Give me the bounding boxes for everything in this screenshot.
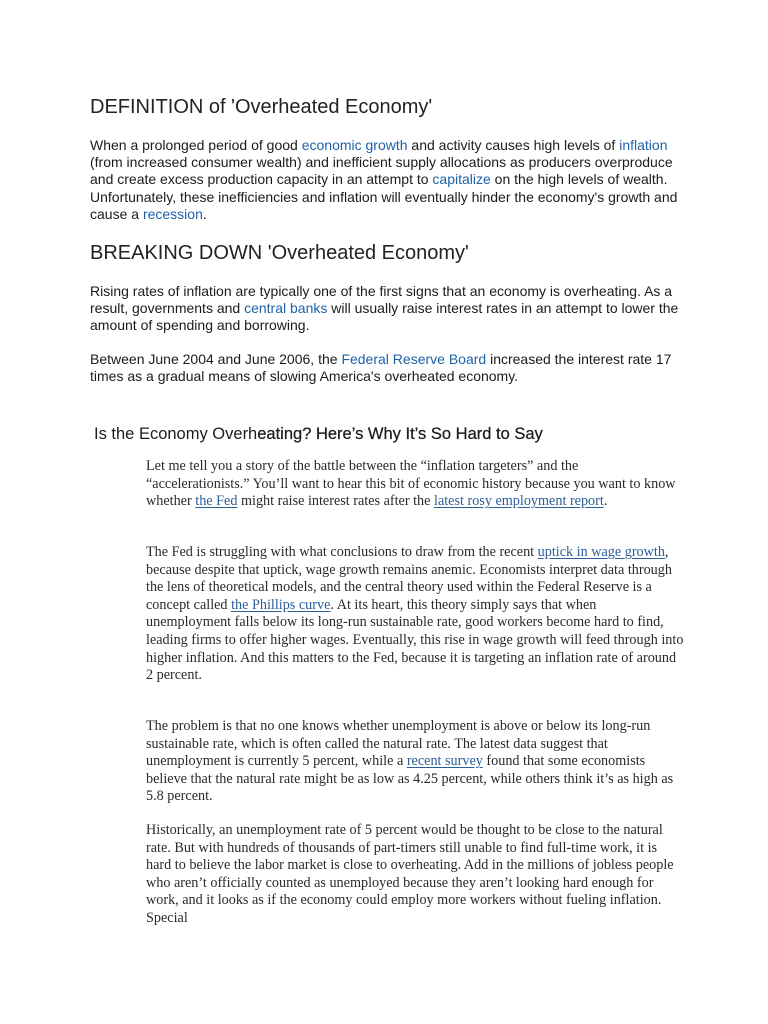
link-recession[interactable]: recession	[142, 205, 203, 222]
link-latest-rosy-employment-report[interactable]: latest rosy employment report	[434, 493, 604, 510]
text-run: (from increased consumer wealth) and inefficient supply allocations as producers overproduce and create excess production capacity in an attempt to	[90, 154, 673, 188]
article-paragraph-3	[146, 718, 684, 806]
text-run: found that some economists believe that the natural rate might be as low as 4.25 percent, while others think it’s as high as 5.8 percent.	[146, 753, 674, 805]
breaking-down-heading: BREAKING DOWN 'Overheated Economy'	[90, 242, 469, 264]
link-economic-growth[interactable]: economic growth	[301, 137, 408, 153]
link-the-phillips-curve[interactable]: the Phillips curve	[231, 596, 331, 613]
text-run: Rising rates of inflation are typically one of the first signs that an economy is overheating. As a result, governments and	[90, 283, 673, 317]
link-recent-survey[interactable]: recent survey	[406, 753, 483, 770]
text-run: . At its heart, this theory simply says that when unemployment falls below its long-run sustainable rate, good workers become hard to find, leading firms to offer higher wages. Eventually, this rise in wage growth will feed through into higher inflation. And this matters to the Fed, because it is targeting an inflation rate of around 2 percent.	[146, 596, 684, 684]
text-run: Let me tell you a story of the battle between the “inflation targeters” and the “accelerationists.” You’ll want to hear this bit of economic history because you want to know whether	[146, 458, 676, 510]
link-capitalize[interactable]: capitalize	[432, 171, 491, 188]
breaking-down-paragraph-2	[90, 351, 690, 385]
article-paragraph-1	[146, 458, 684, 511]
link-uptick-in-wage-growth[interactable]: uptick in wage growth	[537, 544, 665, 560]
link-federal-reserve-board[interactable]: Federal Reserve Board	[341, 351, 487, 367]
text-run: , because despite that uptick, wage growth remains anemic. Economists interpret data through the lens of theoretical models, and the central theory used within the Federal Reserve is a concept called	[146, 544, 672, 613]
definition-paragraph	[90, 137, 690, 223]
text-run: Between June 2004 and June 2006, the	[90, 351, 342, 367]
text-run: increased the interest rate 17 times as a gradual means of slowing America's overheated economy.	[90, 351, 672, 385]
text-run: The problem is that no one knows whether unemployment is above or below its long-run sustainable rate, which is often called the natural rate. The latest data suggest that unemployment is currently 5 percent, while a	[146, 718, 651, 770]
heading-part-bold: eating? Here’s Why It’s So Hard to Say	[257, 425, 543, 443]
article-paragraph-2	[146, 544, 684, 685]
link-central-banks[interactable]: central banks	[244, 300, 328, 317]
text-run: will usually raise interest rates in an attempt to lower the amount of spending and borrowing.	[90, 300, 679, 334]
text-run: .	[603, 493, 608, 510]
heading-part-light: Is the Economy Overh	[94, 425, 258, 443]
text-run: .	[202, 205, 207, 222]
text-run: might raise interest rates after the	[237, 493, 434, 510]
breaking-down-paragraph-1	[90, 283, 690, 335]
text-run: When a prolonged period of good	[90, 137, 302, 153]
text-run: on the high levels of wealth. Unfortunately, these inefficiencies and inflation will eventually hinder the economy's growth and cause a	[90, 171, 678, 222]
text-run: The Fed is struggling with what conclusions to draw from the recent	[146, 544, 538, 560]
article-heading	[94, 423, 543, 445]
article-paragraph-4: Historically, an unemployment rate of 5 percent would be thought to be close to the natural rate. But with hundreds of thousands of part-timers still unable to find full-time work, it is hard to believe the labor market is close to overheating. Add in the millions of jobless people who aren’t officially counted as unemployed because they aren’t looking hard enough for work, and it looks as if the economy could employ more workers without fueling inflation. Special	[146, 822, 674, 926]
link-inflation[interactable]: inflation	[619, 137, 668, 153]
text-run: and activity causes high levels of	[407, 137, 620, 153]
definition-heading: DEFINITION of 'Overheated Economy'	[90, 96, 433, 118]
link-the-fed[interactable]: the Fed	[195, 493, 238, 510]
